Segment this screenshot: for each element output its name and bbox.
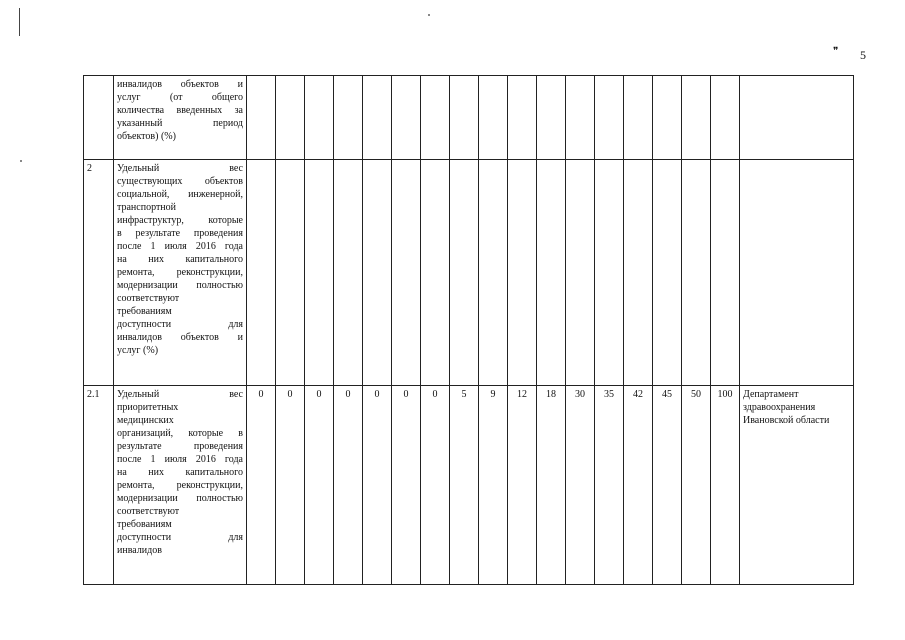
responsible-executor-cell [740, 160, 854, 386]
value-cell [711, 160, 740, 386]
description-line: модернизации полностью [117, 493, 243, 504]
value-cell: 0 [247, 386, 276, 585]
value-cell: 12 [508, 386, 537, 585]
description-line: количества введенных за [117, 105, 243, 116]
scan-artifact-line [19, 8, 20, 36]
description-line: после 1 июля 2016 года [117, 454, 243, 465]
value-cell: 35 [595, 386, 624, 585]
value-cell [682, 76, 711, 160]
value-cell: 0 [421, 386, 450, 585]
description-line: ремонта, реконструкции, [117, 480, 243, 491]
value-cell [711, 76, 740, 160]
description-line: инвалидов [117, 545, 162, 556]
page-number: 5 [860, 48, 866, 62]
value-cell [392, 160, 421, 386]
value-cell: 0 [334, 386, 363, 585]
value-cell [247, 76, 276, 160]
value-cell [566, 76, 595, 160]
value-cell [624, 76, 653, 160]
description-line: соответствуют [117, 506, 180, 517]
description-line: указанный период [117, 118, 243, 129]
responsible-executor-cell [740, 76, 854, 160]
description-line: доступности для [117, 532, 243, 543]
value-cell [595, 76, 624, 160]
indicator-description-cell [114, 76, 247, 160]
value-cell [595, 160, 624, 386]
value-cell [363, 76, 392, 160]
value-cell [682, 160, 711, 386]
value-cell: 0 [363, 386, 392, 585]
value-cell: 0 [276, 386, 305, 585]
description-line: транспортной [117, 202, 177, 213]
value-cell: 100 [711, 386, 740, 585]
description-line: после 1 июля 2016 года [117, 241, 243, 252]
value-cell [392, 76, 421, 160]
description-line: модернизации полностью [117, 280, 243, 291]
description-line: инфраструктур, которые [117, 215, 243, 226]
responsible-executor-cell: Департамент здравоохранения Ивановской области [740, 386, 854, 585]
value-cell [508, 76, 537, 160]
value-cell [247, 160, 276, 386]
description-line: инвалидов объектов и [117, 79, 243, 90]
description-line: соответствуют [117, 293, 180, 304]
description-line: приоритетных [117, 402, 179, 413]
value-cell [305, 76, 334, 160]
value-cell [421, 76, 450, 160]
description-line: требованиям [117, 306, 172, 317]
value-cell [450, 76, 479, 160]
value-cell [653, 76, 682, 160]
value-cell [479, 160, 508, 386]
value-cell [334, 160, 363, 386]
value-cell [363, 160, 392, 386]
description-line: на них капитального [117, 254, 243, 265]
description-line: Удельный вес [117, 389, 243, 400]
value-cell [537, 76, 566, 160]
table-row [84, 76, 854, 160]
value-cell: 9 [479, 386, 508, 585]
description-line: Удельный вес [117, 163, 243, 174]
description-line: услуг (от общего [117, 92, 243, 103]
description-line: требованиям [117, 519, 172, 530]
description-line: в результате проведения [117, 228, 243, 239]
value-cell: 0 [392, 386, 421, 585]
table-row [84, 386, 854, 585]
description-line: организаций, которые в [117, 428, 243, 439]
description-line: существующих объектов [117, 176, 243, 187]
value-cell [537, 160, 566, 386]
value-cell [624, 160, 653, 386]
value-cell [479, 76, 508, 160]
value-cell [305, 160, 334, 386]
indicator-description-cell [114, 386, 247, 585]
description-line: объектов) (%) [117, 131, 176, 142]
table-row [84, 160, 854, 386]
value-cell [334, 76, 363, 160]
scan-artifact-dot [20, 160, 22, 162]
description-line: инвалидов объектов и [117, 332, 243, 343]
value-cell [421, 160, 450, 386]
description-line: на них капитального [117, 467, 243, 478]
description-line: услуг (%) [117, 345, 159, 356]
page-mark: ❞ [833, 46, 839, 57]
scan-artifact-dot [428, 14, 430, 16]
value-cell [450, 160, 479, 386]
value-cell: 0 [305, 386, 334, 585]
description-line: результате проведения [117, 441, 243, 452]
value-cell: 30 [566, 386, 595, 585]
value-cell [508, 160, 537, 386]
value-cell: 42 [624, 386, 653, 585]
value-cell [276, 76, 305, 160]
value-cell: 50 [682, 386, 711, 585]
indicators-table [83, 75, 854, 585]
value-cell [276, 160, 305, 386]
value-cell: 45 [653, 386, 682, 585]
description-line: ремонта, реконструкции, [117, 267, 243, 278]
description-line: доступности для [117, 319, 243, 330]
value-cell: 18 [537, 386, 566, 585]
value-cell [653, 160, 682, 386]
row-number-cell: 2 [84, 160, 114, 386]
description-line: медицинских [117, 415, 174, 426]
indicator-description-cell [114, 160, 247, 386]
value-cell: 5 [450, 386, 479, 585]
description-line: социальной, инженерной, [117, 189, 243, 200]
row-number-cell: 2.1 [84, 386, 114, 585]
value-cell [566, 160, 595, 386]
row-number-cell [84, 76, 114, 160]
